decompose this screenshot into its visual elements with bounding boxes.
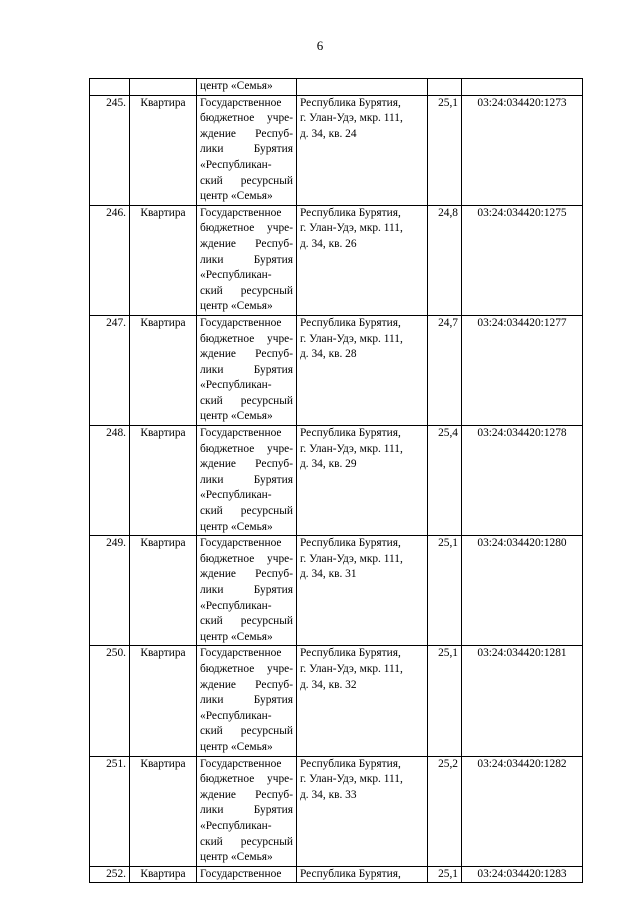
address-line: г. Улан-Удэ, мкр. 111, bbox=[300, 332, 403, 345]
cell-cadastral: 03:24:034420:1282 bbox=[462, 756, 583, 866]
cell-type: Квартира bbox=[130, 205, 197, 315]
continuation-row bbox=[90, 79, 583, 96]
cell-number: 249. bbox=[90, 536, 130, 646]
cell-address bbox=[297, 79, 428, 96]
owner-line: «Республикан- bbox=[200, 379, 272, 392]
address-line: д. 34, кв. 32 bbox=[300, 678, 357, 691]
cell-owner bbox=[197, 426, 297, 536]
cell-owner bbox=[197, 536, 297, 646]
table-row bbox=[90, 536, 583, 646]
cell-type: Квартира bbox=[130, 756, 197, 866]
cell-address bbox=[297, 756, 428, 866]
owner-line: ский ресурсный bbox=[200, 505, 293, 518]
cell-number: 248. bbox=[90, 426, 130, 536]
cell-address bbox=[297, 426, 428, 536]
owner-line: центр «Семья» bbox=[200, 300, 273, 313]
owner-line: ждение Респуб- bbox=[200, 127, 293, 140]
owner-line: бюджетное учре- bbox=[200, 332, 293, 345]
owner-line: бюджетное учре- bbox=[200, 222, 293, 235]
cell-cadastral: 03:24:034420:1283 bbox=[462, 866, 583, 883]
owner-line: центр «Семья» bbox=[200, 520, 273, 533]
owner-line: Государственное bbox=[200, 647, 282, 660]
cell-area: 25,2 bbox=[428, 756, 462, 866]
owner-line: лики Бурятия bbox=[200, 473, 293, 486]
owner-line: бюджетное учре- bbox=[200, 662, 293, 675]
table-row bbox=[90, 315, 583, 425]
table-row bbox=[90, 426, 583, 536]
address-line: Республика Бурятия, bbox=[300, 206, 401, 219]
owner-line: лики Бурятия bbox=[200, 804, 293, 817]
owner-line: «Республикан- bbox=[200, 709, 272, 722]
owner-line: Государственное bbox=[200, 316, 282, 329]
address-line: Республика Бурятия, bbox=[300, 647, 401, 660]
cell-number bbox=[90, 79, 130, 96]
cell-address bbox=[297, 536, 428, 646]
cell-type: Квартира bbox=[130, 866, 197, 883]
cell-owner bbox=[197, 756, 297, 866]
cell-cadastral: 03:24:034420:1280 bbox=[462, 536, 583, 646]
owner-line: лики Бурятия bbox=[200, 143, 293, 156]
cell-number: 246. bbox=[90, 205, 130, 315]
cell-area: 24,7 bbox=[428, 315, 462, 425]
owner-line: центр «Семья» bbox=[200, 740, 273, 753]
cell-type bbox=[130, 79, 197, 96]
cell-type: Квартира bbox=[130, 536, 197, 646]
cell-area: 25,4 bbox=[428, 426, 462, 536]
cell-cadastral: 03:24:034420:1273 bbox=[462, 95, 583, 205]
cell-area: 25,1 bbox=[428, 95, 462, 205]
owner-line: бюджетное учре- bbox=[200, 112, 293, 125]
address-line: г. Улан-Удэ, мкр. 111, bbox=[300, 112, 403, 125]
table-row bbox=[90, 205, 583, 315]
owner-line: ждение Респуб- bbox=[200, 458, 293, 471]
owner-line: «Республикан- bbox=[200, 269, 272, 282]
cell-owner: центр «Семья» bbox=[197, 79, 297, 96]
cell-address bbox=[297, 205, 428, 315]
address-line: Республика Бурятия, bbox=[300, 96, 401, 109]
cell-cadastral: 03:24:034420:1281 bbox=[462, 646, 583, 756]
address-line: д. 34, кв. 31 bbox=[300, 568, 357, 581]
owner-line: «Республикан- bbox=[200, 489, 272, 502]
address-line: д. 34, кв. 29 bbox=[300, 458, 357, 471]
address-line: д. 34, кв. 26 bbox=[300, 237, 357, 250]
owner-line: лики Бурятия bbox=[200, 584, 293, 596]
address-line: д. 34, кв. 24 bbox=[300, 127, 357, 140]
owner-line: «Республикан- bbox=[200, 158, 272, 171]
address-line: г. Улан-Удэ, мкр. 111, bbox=[300, 442, 403, 455]
address-line: Республика Бурятия, bbox=[300, 427, 401, 440]
owner-line: центр «Семья» bbox=[200, 630, 273, 643]
owner-line: «Республикан- bbox=[200, 819, 272, 832]
address-line: г. Улан-Удэ, мкр. 111, bbox=[300, 222, 403, 235]
cell-address bbox=[297, 315, 428, 425]
cell-address: Республика Бурятия, bbox=[297, 866, 428, 883]
table-row bbox=[90, 756, 583, 866]
address-line: д. 34, кв. 28 bbox=[300, 348, 357, 361]
cell-number: 251. bbox=[90, 756, 130, 866]
cell-owner bbox=[197, 95, 297, 205]
address-line: г. Улан-Удэ, мкр. 111, bbox=[300, 552, 403, 565]
owner-line: ский ресурсный bbox=[200, 284, 293, 297]
owner-line: ждение Респуб- bbox=[200, 788, 293, 801]
owner-line: Государственное bbox=[200, 537, 282, 550]
owner-line: Государственное bbox=[200, 206, 282, 219]
owner-line: ский ресурсный bbox=[200, 835, 293, 848]
cell-number: 247. bbox=[90, 315, 130, 425]
cell-owner bbox=[197, 646, 297, 756]
owner-line: ский ресурсный bbox=[200, 725, 293, 738]
cell-type: Квартира bbox=[130, 426, 197, 536]
page-number: 6 bbox=[316, 38, 324, 53]
cell-address bbox=[297, 646, 428, 756]
owner-line: бюджетное учре- bbox=[200, 442, 293, 455]
table-row bbox=[90, 866, 583, 883]
owner-line: ский ресурсный bbox=[200, 174, 293, 187]
owner-line: ский ресурсный bbox=[200, 394, 293, 407]
owner-line: Государственное bbox=[200, 427, 282, 440]
cell-type: Квартира bbox=[130, 646, 197, 756]
owner-line: Государственное bbox=[200, 96, 282, 109]
cell-number: 245. bbox=[90, 95, 130, 205]
owner-line: Государственное bbox=[200, 757, 282, 770]
owner-line: ждение Респуб- bbox=[200, 348, 293, 361]
cell-area bbox=[428, 79, 462, 96]
address-line: г. Улан-Удэ, мкр. 111, bbox=[300, 662, 403, 675]
cell-cadastral: 03:24:034420:1278 bbox=[462, 426, 583, 536]
owner-line: ждение Респуб- bbox=[200, 237, 293, 250]
cell-area: 24,8 bbox=[428, 205, 462, 315]
owner-line: ждение Респуб- bbox=[200, 568, 293, 581]
owner-line: «Республикан- bbox=[200, 599, 272, 612]
owner-line: лики Бурятия bbox=[200, 253, 293, 266]
address-line: Республика Бурятия, bbox=[300, 537, 401, 550]
property-registry-table bbox=[89, 78, 583, 883]
owner-line: лики Бурятия bbox=[200, 694, 293, 707]
owner-line: ский ресурсный bbox=[200, 615, 293, 628]
cell-cadastral: 03:24:034420:1277 bbox=[462, 315, 583, 425]
owner-line: бюджетное учре- bbox=[200, 552, 293, 565]
cell-number: 250. bbox=[90, 646, 130, 756]
address-line: Республика Бурятия, bbox=[300, 757, 401, 770]
table-row bbox=[90, 95, 583, 205]
owner-line: ждение Респуб- bbox=[200, 678, 293, 691]
owner-line: центр «Семья» bbox=[200, 851, 273, 864]
cell-number: 252. bbox=[90, 866, 130, 883]
cell-type: Квартира bbox=[130, 95, 197, 205]
owner-line: центр «Семья» bbox=[200, 410, 273, 423]
cell-owner bbox=[197, 205, 297, 315]
cell-area: 25,1 bbox=[428, 646, 462, 756]
cell-area: 25,1 bbox=[428, 866, 462, 883]
cell-cadastral bbox=[462, 79, 583, 96]
cell-area: 25,1 bbox=[428, 536, 462, 646]
address-line: г. Улан-Удэ, мкр. 111, bbox=[300, 773, 403, 786]
owner-line: бюджетное учре- bbox=[200, 773, 293, 786]
table-row bbox=[90, 646, 583, 756]
cell-address bbox=[297, 95, 428, 205]
cell-cadastral: 03:24:034420:1275 bbox=[462, 205, 583, 315]
address-line: Республика Бурятия, bbox=[300, 316, 401, 329]
owner-line: центр «Семья» bbox=[200, 190, 273, 203]
owner-line: лики Бурятия bbox=[200, 363, 293, 376]
address-line: д. 34, кв. 33 bbox=[300, 788, 357, 801]
cell-owner: Государственное bbox=[197, 866, 297, 883]
cell-type: Квартира bbox=[130, 315, 197, 425]
cell-owner bbox=[197, 315, 297, 425]
